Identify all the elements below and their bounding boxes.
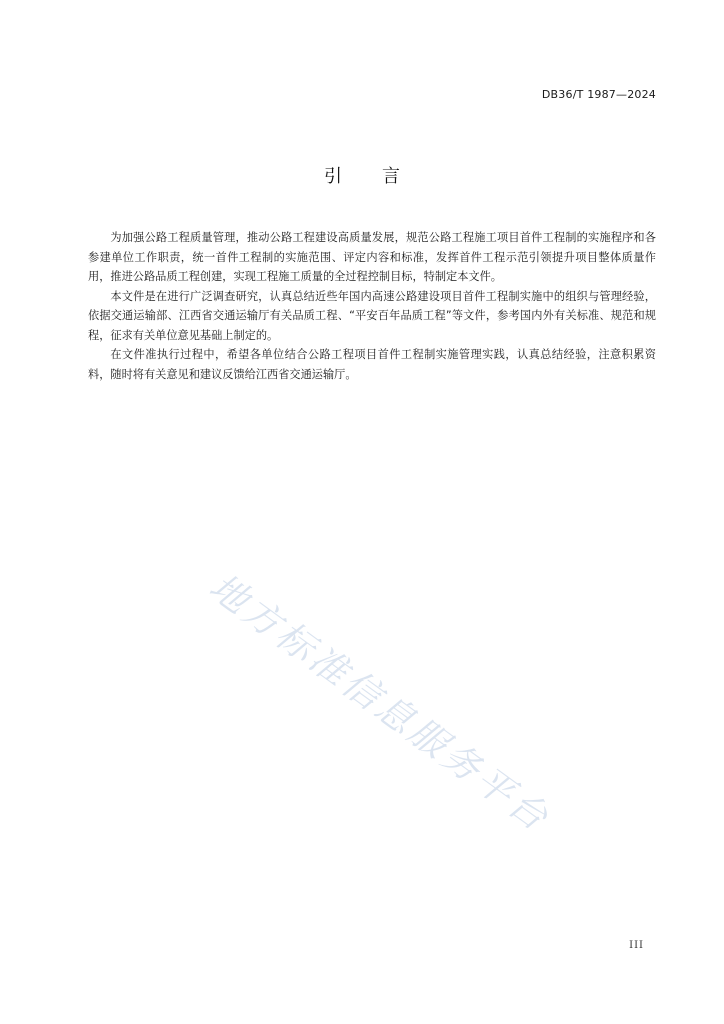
paragraph-3: 在文件准执行过程中，希望各单位结合公路工程项目首件工程制实施管理实践，认真总结经验，注意积累资料，随时将有关意见和建议反馈给江西省交通运输厅。 xyxy=(88,348,656,381)
paragraph-1: 为加强公路工程质量管理，推动公路工程建设高质量发展，规范公路工程施工项目首件工程制的实施程序和各参建单位工作职责，统一首件工程制的实施范围、评定内容和标准，发挥首件工程示范引领提升项目整体质量作用，推进公路品质工程创建，实现工程施工质量的全过程控制目标，特制定本文件。 xyxy=(88,231,656,283)
page-number: III xyxy=(629,940,644,951)
watermark: 地方标准信息服务平台 xyxy=(201,564,559,841)
standard-code: DB36/T 1987—2024 xyxy=(541,88,656,101)
introduction-body xyxy=(88,228,656,384)
page-title: 引言 xyxy=(324,166,440,187)
paragraph-2: 本文件是在进行广泛调查研究，认真总结近些年国内高速公路建设项目首件工程制实施中的组织与管理经验，依据交通运输部、江西省交通运输厅有关品质工程、“平安百年品质工程”等文件，参考国内外有关标准、规范和规程，征求有关单位意见基础上制定的。 xyxy=(88,289,656,342)
